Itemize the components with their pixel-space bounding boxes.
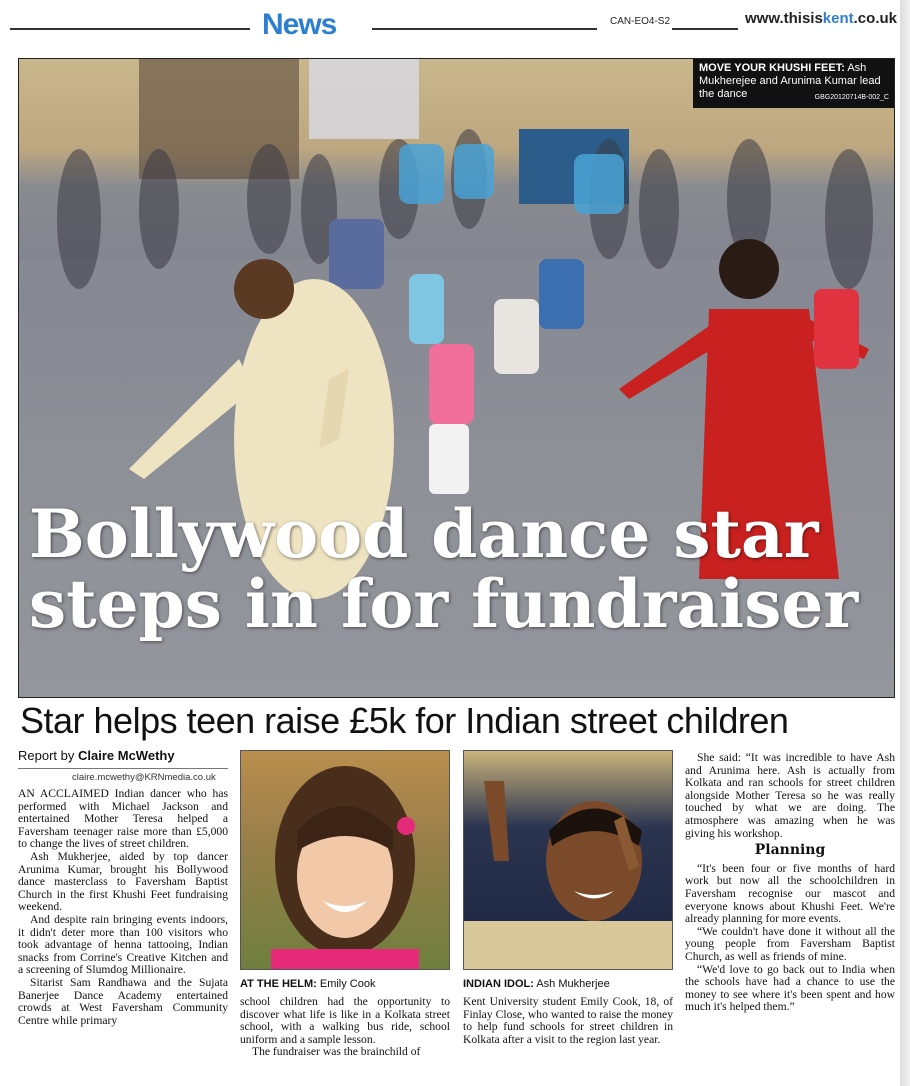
byline — [18, 748, 175, 763]
byline-rule — [18, 768, 228, 769]
caption-label: INDIAN IDOL: — [463, 978, 534, 990]
masthead-rule-mid — [372, 28, 597, 30]
byline-prefix: Report by — [18, 748, 75, 763]
author-email[interactable]: claire.mcwethy@KRNmedia.co.uk — [72, 772, 216, 783]
paragraph: “We couldn't have done it without all the young people from Faversham Baptist Church, as well as friends of mine. — [685, 924, 895, 963]
page-code: CAN-EO4-S2 — [610, 16, 671, 27]
page-edge-shade — [900, 0, 910, 1086]
site-highlight: kent — [822, 10, 854, 27]
portrait-illustration — [241, 751, 449, 969]
headline: Bollywood dance star steps in for fundraiser — [29, 495, 859, 643]
article-column-1 — [18, 788, 228, 1027]
article-column-2 — [240, 996, 450, 1059]
masthead-rule-right — [672, 28, 738, 30]
byline-author: Claire McWethy — [78, 748, 175, 763]
photo-ash-mukherjee — [463, 750, 673, 970]
paragraph: Kent University student Emily Cook, 18, of Finlay Close, who wanted to raise the money to help fund schools for street children in Kolkata after a visit to the region last year. — [463, 995, 673, 1046]
main-photo — [18, 58, 895, 698]
website-url[interactable] — [745, 10, 897, 27]
photo-ref: GBG20120714B-002_C — [814, 94, 889, 101]
subheading: Planning — [754, 842, 826, 859]
photo-caption-2 — [463, 978, 610, 990]
caption-name: Ash Mukherjee — [536, 978, 610, 990]
article-column-4 — [685, 752, 895, 1014]
site-prefix: www.thisis — [745, 10, 823, 27]
subheadline: Star helps teen raise £5k for Indian street children — [20, 700, 789, 741]
portrait-illustration — [464, 751, 672, 969]
caption-text: Ash Mukherejee and Arunima Kumar lead the dance — [699, 62, 881, 100]
paragraph: AN ACCLAIMED Indian dancer who has performed with Michael Jackson and entertained Mother Teresa helped a Faversham teenager raise more than £5,000 to change the lives of street children. — [18, 787, 228, 851]
paragraph: Ash Mukherjee, aided by top dancer Arunima Kumar, brought his Bollywood dance masterclass to Faversham Baptist Church in the first Khushi Feet fundraising weekend. — [18, 849, 228, 914]
paragraph: “We'd love to go back out to India when the schools have had a chance to use the money to see where it's been spent and how much it's helped them.” — [685, 962, 895, 1014]
photo-caption-box — [693, 59, 894, 108]
photo-caption-1 — [240, 978, 375, 990]
site-suffix: .co.uk — [853, 10, 897, 27]
section-title: News — [262, 8, 337, 41]
paragraph: school children had the opportunity to discover what life is like in a Kolkata street school, with a walking bus ride, school uniform and a sample lesson. — [240, 995, 450, 1046]
paragraph: The fundraiser was the brainchild of — [252, 1045, 421, 1059]
caption-name: Emily Cook — [319, 978, 376, 990]
caption-label: MOVE YOUR KHUSHI FEET: — [699, 62, 845, 74]
masthead-rule-left — [10, 28, 250, 30]
caption-label: AT THE HELM: — [240, 978, 317, 990]
photo-emily-cook — [240, 750, 450, 970]
paragraph: She said: “It was incredible to have Ash and Arunima here. Ash is actually from Kolkata and ran schools for street children alongside Mother Teresa so he was really touched by what we are doing. The atmosphere was amazing when he was giving his workshop. — [685, 751, 895, 840]
paragraph: Sitarist Sam Randhawa and the Sujata Banerjee Dance Academy entertained crowds at West Faversham Community Centre while primary — [18, 975, 228, 1027]
article-column-3 — [463, 996, 673, 1046]
paragraph: “It's been four or five months of hard work but now all the schoolchildren in Faversham recognise our mascot and everyone knows about Khushi Feet. We're already planning for more events. — [685, 861, 895, 926]
paragraph: And despite rain bringing events indoors, it didn't deter more than 100 visitors who took advantage of henna tattooing, Indian snacks from Corrine's Creative Kitchen and a screening of Slumdog Millionaire. — [18, 912, 228, 977]
